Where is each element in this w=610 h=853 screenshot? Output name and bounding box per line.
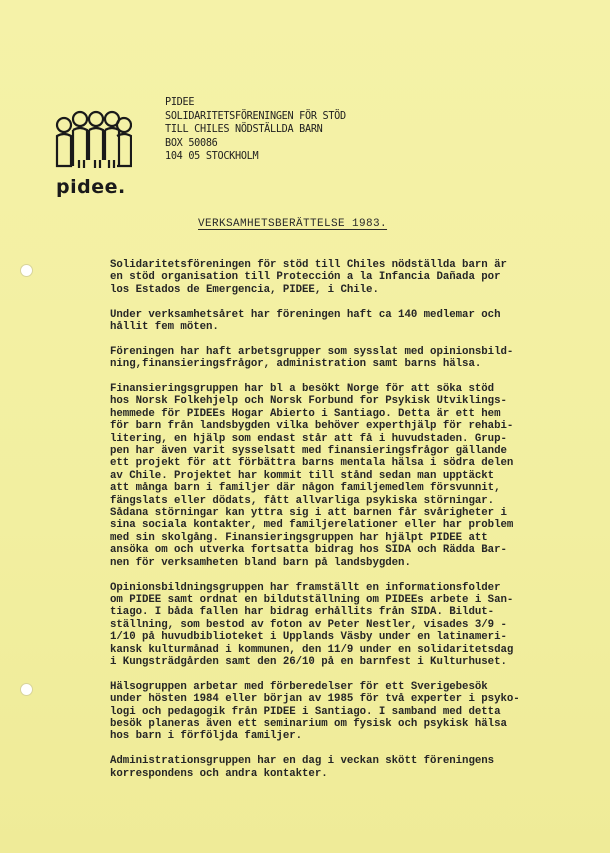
paragraph	[110, 582, 588, 669]
text-line: hemmede för PIDEEs Hogar Abierto i Santiago. Detta är ett hem	[110, 407, 501, 420]
text-line: med sin skolgång. Finansieringsgruppen har hjälpt PIDEE att	[110, 531, 488, 544]
punch-hole	[20, 264, 33, 277]
address-line: BOX 50086	[165, 137, 218, 149]
paragraph	[110, 346, 588, 371]
text-line: Hälsogruppen arbetar med förberedelser för ett Sverigebesök	[110, 680, 488, 693]
document-title: VERKSAMHETSBERÄTTELSE 1983.	[198, 218, 388, 230]
text-line: under hösten 1984 eller början av 1985 för två experter i psyko-	[110, 693, 520, 706]
text-line: logi och pedagogik från PIDEE i Santiago. I samband med detta	[110, 705, 501, 718]
address-line: PIDEE	[165, 97, 195, 108]
text-line: ett projekt för att förbättra barns mentala hälsa i södra delen	[110, 457, 514, 470]
paragraph	[110, 383, 588, 569]
text-line: Opinionsbildningsgruppen har framställt en informationsfolder	[110, 581, 501, 594]
text-line: hos barn i förföljda familjer.	[110, 730, 303, 743]
text-line: 1/10 på huvudbiblioteket i Upplands Väsby under en latinameri-	[110, 631, 507, 644]
text-line: för barn från landsbygden vilka behöver experthjälp för rehabi-	[110, 420, 514, 433]
paragraph	[110, 309, 588, 334]
address-line: TILL CHILES NÖDSTÄLLDA BARN	[165, 124, 323, 135]
text-line: i Kungsträdgården samt den 26/10 på en barnfest i Kulturhuset.	[110, 655, 507, 668]
text-line: ning,finansieringsfrågor, administration samt barns hälsa.	[110, 358, 482, 371]
text-line: besök planeras även ett seminarium om fysisk och psykisk hälsa	[110, 717, 507, 730]
text-line: att många barn i familjer där någon familjemedlem försvunnit,	[110, 482, 501, 495]
paragraph	[110, 259, 588, 296]
letterhead-address	[165, 96, 346, 164]
text-line: nen för verksamheten bland barn på landsbygden.	[110, 556, 411, 569]
text-line: litering, en hjälp som endast står att få i huvudstaden. Grup-	[110, 432, 507, 445]
text-line: Administrationsgruppen har en dag i veckan skött föreningens	[110, 755, 495, 768]
text-line: sina sociala kontakter, med familjerelationer eller har problem	[110, 519, 514, 532]
text-line: korrespondens och andra kontakter.	[110, 767, 328, 780]
text-line: ställning, som bestod av foton av Peter Nestler, visades 3/9 -	[110, 618, 507, 631]
text-line: fängslats eller dödats, fått allvarliga psykiska störningar.	[110, 494, 495, 507]
text-line: Under verksamhetsåret har föreningen haft ca 140 medlemar och	[110, 308, 501, 321]
text-line: ansöka om och utverka fortsatta bidrag hos SIDA och Rädda Bar-	[110, 544, 507, 557]
text-line: pen har även varit sysselsatt med finansieringsfrågor gällande	[110, 445, 507, 458]
address-line: 104 05 STOCKHOLM	[165, 151, 259, 162]
paragraph	[110, 755, 588, 780]
document-body	[110, 259, 588, 792]
text-line: Sådana störningar kan yttra sig i att barnen får svårigheter i	[110, 507, 507, 520]
text-line: Finansieringsgruppen har bl a besökt Norge för att söka stöd	[110, 383, 495, 396]
text-line: av Chile. Projektet har kommit till stånd sedan man upptäckt	[110, 469, 495, 482]
text-line: los Estados de Emergencia, PIDEE, i Chile.	[110, 283, 379, 296]
paragraph	[110, 681, 588, 743]
text-line: hos Norsk Folkehjelp och Norsk Forbund for Psykisk Utviklings-	[110, 395, 507, 408]
text-line: om PIDEE samt ordnat en bildutställning om PIDEEs arbete i San-	[110, 593, 514, 606]
logo-wordmark: pidee.	[56, 176, 126, 198]
text-line: hållit fem möten.	[110, 321, 219, 334]
text-line: kansk kulturmånad i kommunen, den 11/9 under en solidaritetsdag	[110, 643, 514, 656]
text-line: Föreningen har haft arbetsgrupper som sysslat med opinionsbild-	[110, 345, 514, 358]
address-line: SOLIDARITETSFÖRENINGEN FÖR STÖD	[165, 110, 346, 122]
text-line: en stöd organisation till Protección a la Infancia Dañada por	[110, 271, 501, 284]
text-line: tiago. I båda fallen har bidrag erhållits från SIDA. Bildut-	[110, 606, 495, 619]
text-line: Solidaritetsföreningen för stöd till Chiles nödställda barn är	[110, 259, 507, 271]
punch-hole	[20, 683, 33, 696]
